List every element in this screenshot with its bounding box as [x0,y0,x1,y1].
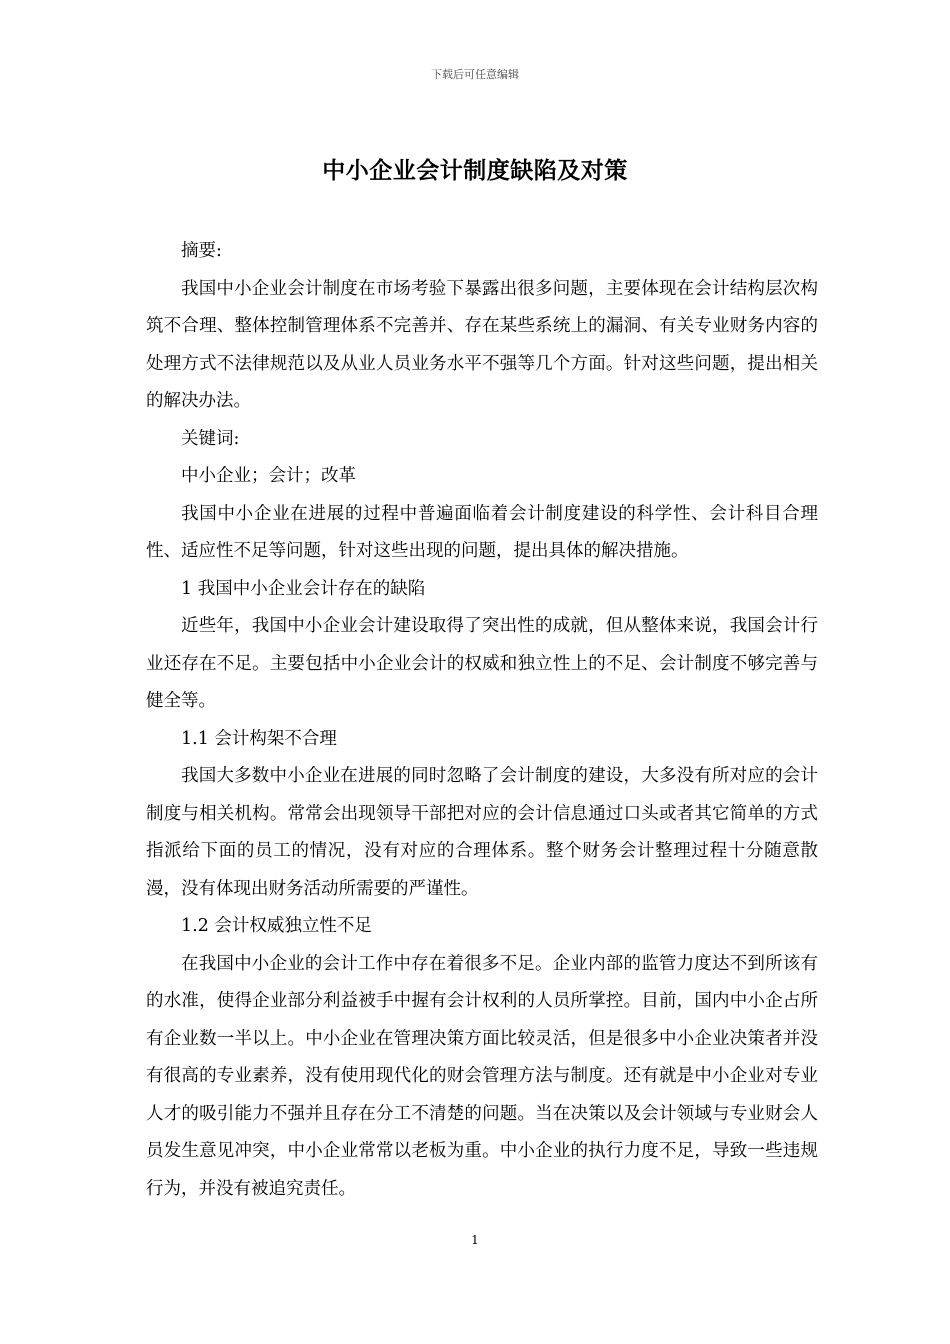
keywords-label: 关键词: [181,428,240,449]
section-heading-1: 1 我国中小企业会计存在的缺陷 [181,578,426,599]
document-title: 中小企业会计制度缺陷及对策 [322,158,628,184]
subsection-1-1-paragraph: 我国大多数中小企业在进展的同时忽略了会计制度的建设，大多没有所对应的会计制度与相关机构。常常会出现领导干部把对应的会计信息通过口头或者其它简单的方式指派给下面的员工的情况，没有对应的合理体系。整个财务会计整理过程十分随意散漫，没有体现出财务活动所需要的严谨性。 [146,766,818,899]
page-header-note: 下载后可任意编辑 [431,68,519,81]
abstract-label: 摘要: [181,241,222,261]
page-number: 1 [471,1233,479,1247]
subsection-1-2-paragraph: 在我国中小企业的会计工作中存在着很多不足。企业内部的监管力度达不到所该有的水准，使得企业部分利益被手中握有会计权利的人员所掌控。目前，国内中小企占所有企业数一半以上。中小企业在管理决策方面比较灵活，但是很多中小企业决策者并没有很高的专业素养，没有使用现代化的财会管理方法与制度。还有就是中小企业对专业人才的吸引能力不强并且存在分工不清楚的问题。当在决策以及会计领域与专业财会人员发生意见冲突，中小企业常常以老板为重。中小企业的执行力度不足，导致一些违规行为，并没有被追究责任。 [146,953,818,1199]
abstract-paragraph: 我国中小企业会计制度在市场考验下暴露出很多问题，主要体现在会计结构层次构筑不合理、整体控制管理体系不完善并、存在某些系统上的漏洞、有关专业财务内容的处理方式不法律规范以及从业人员业务水平不强等几个方面。针对这些问题，提出相关的解决办法。 [146,278,818,411]
keywords-paragraph: 中小企业；会计；改革 [181,466,356,486]
section-1-paragraph: 近些年，我国中小企业会计建设取得了突出性的成就，但从整体来说，我国会计行业还存在不足。主要包括中小企业会计的权威和独立性上的不足、会计制度不够完善与健全等。 [146,616,818,711]
intro-paragraph: 我国中小企业在进展的过程中普遍面临着会计制度建设的科学性、会计科目合理性、适应性不足等问题，针对这些出现的问题，提出具体的解决措施。 [146,503,818,561]
document-body [146,233,818,1208]
subsection-heading-1-1: 1.1 会计构架不合理 [181,728,337,749]
subsection-heading-1-2: 1.2 会计权威独立性不足 [181,916,372,936]
